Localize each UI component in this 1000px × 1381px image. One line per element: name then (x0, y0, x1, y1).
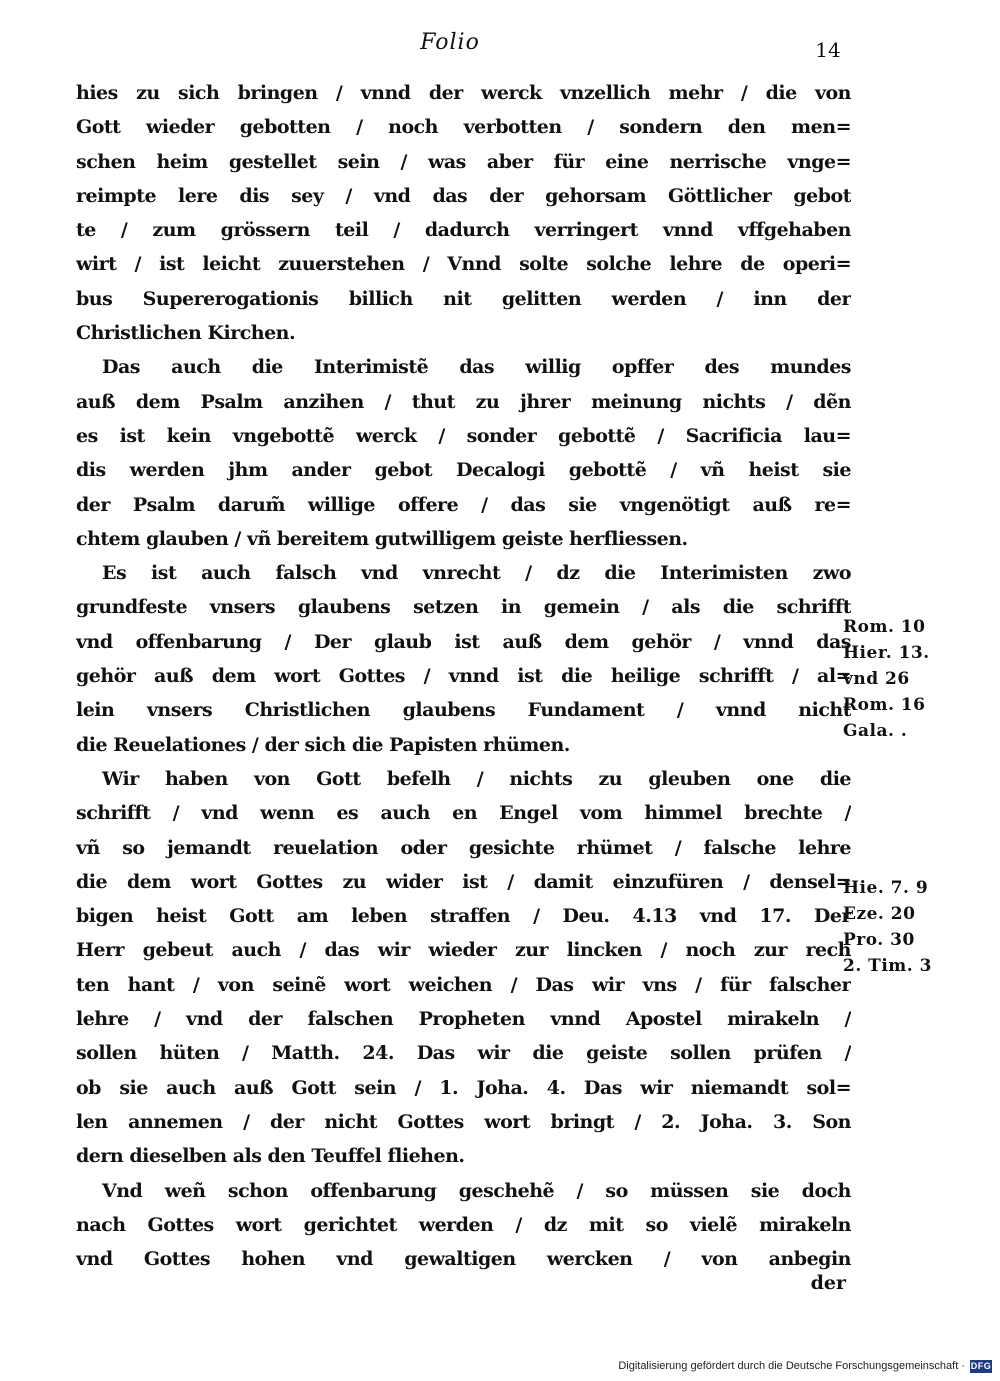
text-line: vnd Gottes hohen vnd gewaltigen wercken / von anbegin (76, 1248, 851, 1271)
text-line: len annemen / der nicht Gottes wort bringt / 2. Joha. 3. Son (76, 1110, 851, 1133)
text-line: es ist kein vngebottẽ werck / sonder gebottẽ / Sacrificia lau= (76, 424, 851, 447)
text-line: dern dieselben als den Teuffel fliehen. (76, 1145, 465, 1168)
text-line: Herr gebeut auch / das wir wieder zur lincken / noch zur rech (76, 939, 851, 962)
folio-number: 14 (815, 38, 841, 62)
text-line: lehre / vnd der falschen Propheten vnnd Apostel mirakeln / (76, 1008, 851, 1031)
text-line: bigen heist Gott am leben straffen / Deu. 4.13 vnd 17. Der (76, 905, 851, 928)
margin-note: Pro. 30 (843, 930, 915, 950)
text-line: lein vnsers Christlichen glaubens Fundament / vnnd nicht (76, 699, 851, 722)
margin-notes-group (843, 614, 930, 744)
body-text (76, 76, 851, 1276)
text-line: die dem wort Gottes zu wider ist / damit einzufüren / densel= (76, 870, 851, 893)
margin-note: Eze. 20 (843, 904, 916, 924)
margin-note: Rom. 16 (843, 695, 926, 715)
text-line: Es ist auch falsch vnd vnrecht / dz die Interimisten zwo (102, 562, 851, 585)
text-line: vñ so jemandt reuelation oder gesichte rhümet / falsche lehre (76, 836, 851, 859)
digitization-footer (618, 1357, 992, 1375)
text-line: die Reuelationes / der sich die Papisten rhümen. (76, 733, 570, 756)
running-header: Folio (420, 30, 480, 55)
text-line: te / zum grössern teil / dadurch verringert vnnd vffgehaben (76, 219, 851, 242)
text-line: sollen hüten / Matth. 24. Das wir die geiste sollen prüfen / (76, 1042, 851, 1065)
text-line: ob sie auch auß Gott sein / 1. Joha. 4. Das wir niemandt sol= (76, 1076, 851, 1099)
text-line: ten hant / von seinẽ wort weichen / Das wir vns / für falscher (76, 973, 851, 996)
text-line: grundfeste vnsers glaubens setzen in gemein / als die schrifft (76, 596, 851, 619)
text-line: auß dem Psalm anzihen / thut zu jhrer meinung nichts / dẽn (76, 390, 851, 413)
text-line: reimpte lere dis sey / vnd das der gehorsam Göttlicher gebot (76, 184, 851, 207)
margin-note: Gala. . (843, 721, 908, 741)
text-line: bus Supererogationis billich nit gelitten werden / inn der (76, 287, 851, 310)
text-line: Gott wieder gebotten / noch verbotten / sondern den men= (76, 116, 851, 139)
margin-notes-group (843, 875, 932, 979)
text-line: schen heim gestellet sein / was aber für eine nerrische vnge= (76, 150, 851, 173)
dfg-logo: DFG (970, 1361, 992, 1371)
text-line: Christlichen Kirchen. (76, 322, 296, 345)
catchword: der (810, 1272, 846, 1294)
margin-note: Hier. 13. (843, 643, 930, 663)
funding-credit: Digitalisierung gefördert durch die Deutsche Forschungsgemeinschaft · (618, 1360, 965, 1372)
margin-note: Rom. 10 (843, 617, 926, 637)
text-line: gehör auß dem wort Gottes / vnnd ist die heilige schrifft / al= (76, 665, 851, 688)
text-line: nach Gottes wort gerichtet werden / dz mit so vielẽ mirakeln (76, 1213, 851, 1236)
text-line: dis werden jhm ander gebot Decalogi gebottẽ / vñ heist sie (76, 459, 851, 482)
text-line: Wir haben von Gott befelh / nichts zu gleuben one die (102, 767, 851, 790)
text-line: Das auch die Interimistẽ das willig opffer des mundes (102, 356, 851, 379)
text-line: chtem glauben / vñ bereitem gutwilligem geiste herfliessen. (76, 527, 688, 550)
text-line: vnd offenbarung / Der glaub ist auß dem gehör / vnnd das (76, 630, 851, 653)
margin-note: 2. Tim. 3 (843, 956, 932, 976)
text-line: Vnd weñ schon offenbarung geschehẽ / so müssen sie doch (102, 1179, 851, 1202)
margin-note: vnd 26 (843, 669, 910, 689)
text-line: wirt / ist leicht zuuerstehen / Vnnd solte solche lehre de operi= (76, 253, 851, 276)
margin-note: Hie. 7. 9 (843, 878, 929, 898)
text-line: der Psalm darum̃ willige offere / das sie vngenötigt auß re= (76, 493, 851, 516)
text-line: schrifft / vnd wenn es auch en Engel vom himmel brechte / (76, 802, 851, 825)
text-line: hies zu sich bringen / vnnd der werck vnzellich mehr / die von (76, 82, 851, 104)
